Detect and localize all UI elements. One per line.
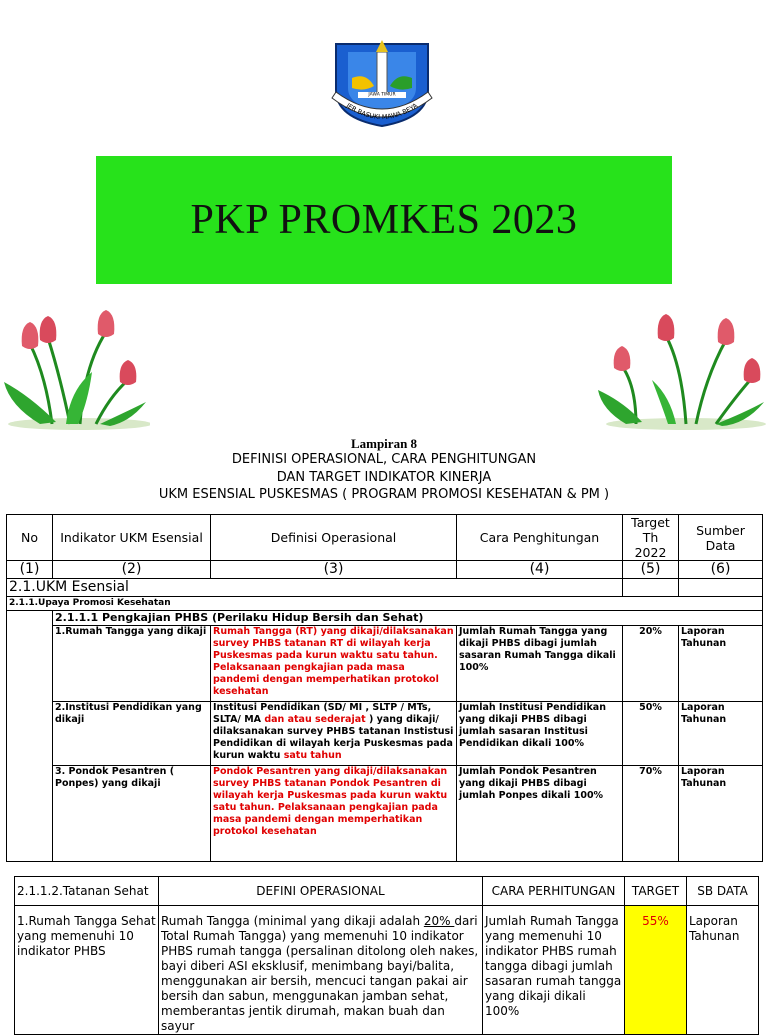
col-header-definisi: DEFINI OPERASIONAL xyxy=(159,877,483,906)
indikator-cell: 1.Rumah Tangga yang dikaji xyxy=(53,626,211,702)
target-cell: 55% xyxy=(625,914,687,1035)
cara-cell: Jumlah Pondok Pesantren yang dikaji PHBS dibagi jumlah Ponpes dikali 100% xyxy=(457,766,623,862)
appendix-label: Lampiran 8 xyxy=(350,436,418,451)
subsubsection-row xyxy=(7,611,763,626)
col-header-cara: CARA PERHITUNGAN xyxy=(483,877,625,906)
definisi-text: dari Total Rumah Tangga) yang memenuhi 10 indikator PHBS rumah tangga (persalinan ditolong oleh nakes, bayi diberi ASI eksklusif, menimbang bayi/balita, menggunakan air bersih, mencuci tangan pakai air bersih dan sabun, menggunakan jamban sehat, memberantas jentik dirumah, makan buah dan sayur xyxy=(161,913,479,1033)
col-number: (6) xyxy=(679,561,763,579)
title-banner xyxy=(96,156,672,284)
col-number: (1) xyxy=(7,561,53,579)
definisi-cell xyxy=(159,914,483,1035)
definisi-cell: Pondok Pesantren yang dikaji/dilaksanakan survey PHBS tatanan Pondok Pesantren di wilayah kerja Puskesmas pada kurun waktu satu tahun. Pelaksanaan pengkajian pada masa pandemi dengan memperhatikan protokol kesehatan xyxy=(211,766,457,862)
spacer-row xyxy=(15,906,759,914)
emblem-motto: JER BASUKI MAWA BEYA xyxy=(344,101,420,122)
col-number: (4) xyxy=(457,561,623,579)
definisi-text: Rumah Tangga (minimal yang dikaji adalah xyxy=(161,913,424,928)
table-row xyxy=(15,914,759,1035)
col-header-no: No xyxy=(7,515,53,561)
table-row xyxy=(7,702,763,766)
definisi-cell: Rumah Tangga (RT) yang dikaji/dilaksanakan survey PHBS tatanan RT di wilayah kerja Puskesmas pada kurun waktu satu tahun. Pelaksanaan pengkajian pada masa pandemi dengan memperhatikan protokol kesehatan xyxy=(211,626,457,702)
province-emblem xyxy=(318,32,446,130)
cara-cell: Jumlah Rumah Tangga yang memenuhi 10 indikator PHBS rumah tangga dibagi jumlah sasaran rumah tangga yang dikaji dikali 100% xyxy=(483,914,625,1035)
col-header-sumber: SB DATA xyxy=(687,877,759,906)
col-number: (5) xyxy=(623,561,679,579)
document-title-line-1: DEFINISI OPERASIONAL, CARA PENGHITUNGAN xyxy=(231,452,537,467)
indikator-cell: 3. Pondok Pesantren ( Ponpes) yang dikaji xyxy=(53,766,211,862)
section-title: 2.1.UKM Esensial xyxy=(7,579,211,597)
document-title-line-3: UKM ESENSIAL PUSKESMAS ( PROGRAM PROMOSI KESEHATAN & PM ) xyxy=(158,487,610,502)
tulip-decoration-left xyxy=(0,306,150,432)
cara-cell: Jumlah Institusi Pendidikan yang dikaji PHBS dibagi jumlah sasaran Institusi Pendidikan dikali 100% xyxy=(457,702,623,766)
indicator-table xyxy=(6,514,763,862)
col-header-target: Target Th 2022 xyxy=(623,515,679,561)
target-cell: 70% xyxy=(623,766,679,862)
cara-cell: Jumlah Rumah Tangga yang dikaji PHBS dibagi jumlah sasaran Rumah Tangga dikali 100% xyxy=(457,626,623,702)
col-number: (3) xyxy=(211,561,457,579)
banner-title: PKP PROMKES 2023 xyxy=(190,197,578,243)
table-row xyxy=(7,626,763,702)
sumber-cell: Laporan Tahunan xyxy=(679,766,763,862)
col-header-definisi: Definisi Operasional xyxy=(211,515,457,561)
definisi-cell xyxy=(211,702,457,766)
table-header-row xyxy=(15,877,759,906)
indikator-cell: 1.Rumah Tangga Sehat yang memenuhi 10 indikator PHBS xyxy=(15,914,159,1035)
target-cell: 50% xyxy=(623,702,679,766)
subsection-title: 2.1.1.Upaya Promosi Kesehatan xyxy=(7,597,763,611)
definisi-highlight: satu tahun xyxy=(283,750,342,761)
target-cell: 20% xyxy=(623,626,679,702)
document-title-line-2: DAN TARGET INDIKATOR KINERJA xyxy=(276,470,492,485)
tulip-decoration-right xyxy=(596,306,768,432)
tatanan-sehat-table xyxy=(14,876,759,1035)
sumber-cell: Laporan Tahunan xyxy=(687,914,759,1035)
col-header-sumber: Sumber Data xyxy=(679,515,763,561)
definisi-highlight: dan atau sederajat xyxy=(264,714,366,725)
definisi-text: ) yang dikaji/ dilaksanakan survey PHBS tatanan Instistusi Pendidikan di wilayah kerja Puskesmas pada kurun waktu xyxy=(213,714,454,761)
col-number: (2) xyxy=(53,561,211,579)
section-row xyxy=(7,579,763,597)
sumber-cell: Laporan Tahunan xyxy=(679,702,763,766)
indikator-cell: 2.Institusi Pendidikan yang dikaji xyxy=(53,702,211,766)
table-header-row xyxy=(7,515,763,561)
column-number-row xyxy=(7,561,763,579)
subsubsection-title: 2.1.1.1 Pengkajian PHBS (Perilaku Hidup Bersih dan Sehat) xyxy=(53,611,763,626)
col-header-cara: Cara Penghitungan xyxy=(457,515,623,561)
col-header-tatanan: 2.1.1.2.Tatanan Sehat xyxy=(15,877,159,906)
sumber-cell: Laporan Tahunan xyxy=(679,626,763,702)
subsection-row xyxy=(7,597,763,611)
col-header-target: TARGET xyxy=(625,877,687,906)
definisi-text: Institusi Pendidikan (SD/ MI , SLTP / MTs, SLTA/ MA xyxy=(213,702,432,725)
definisi-underlined: 20% xyxy=(423,913,455,928)
emblem-subtitle: JAWA TIMUR xyxy=(368,92,396,98)
col-header-indikator: Indikator UKM Esensial xyxy=(53,515,211,561)
table-row xyxy=(7,766,763,862)
